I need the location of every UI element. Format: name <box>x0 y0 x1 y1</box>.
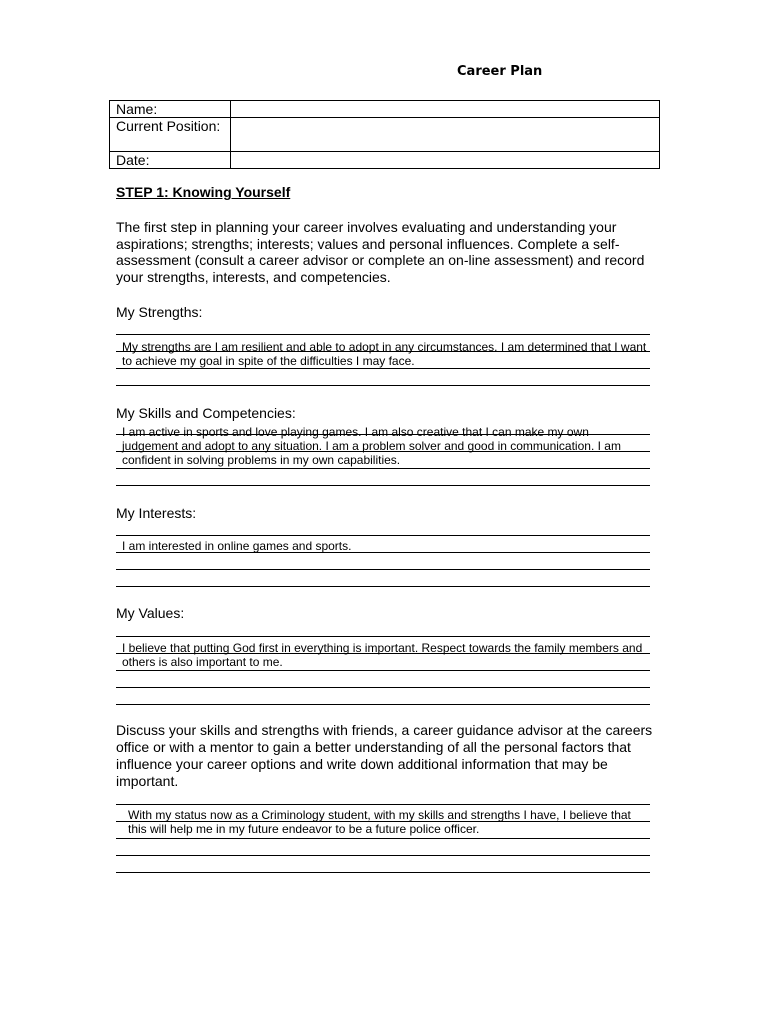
additional-info-answer[interactable]: With my status now as a Criminology student, with my skills and strengths I have, I believe that this will help me in my future endeavor to be a future police officer. <box>128 808 631 836</box>
step-1-heading: STEP 1: Knowing Yourself <box>116 184 291 200</box>
answer-line <box>116 636 650 637</box>
date-value[interactable] <box>231 152 660 169</box>
name-label: Name: <box>110 101 231 118</box>
answer-line <box>116 804 650 805</box>
name-row <box>110 101 660 118</box>
interests-answer[interactable]: I am interested in online games and sports. <box>122 539 352 553</box>
position-row <box>110 118 660 152</box>
answer-line <box>116 334 650 335</box>
strengths-answer[interactable]: My strengths are I am resilient and able to adopt in any circumstances. I am determined that I want to achieve my goal in spite of the difficulties I may face. <box>122 340 647 368</box>
skills-answer[interactable]: I am active in sports and love playing games. I am also creative that I can make my own judgement and adopt to any situation. I am a problem solver and good in communication. I am confident in solving problems in my own capabilities. <box>122 425 621 467</box>
answer-line <box>116 485 650 486</box>
document-title: Career Plan <box>457 64 543 79</box>
position-value[interactable] <box>231 118 660 152</box>
answer-line <box>116 855 650 856</box>
answer-line <box>116 368 650 369</box>
position-label: Current Position: <box>110 118 231 152</box>
name-value[interactable] <box>231 101 660 118</box>
answer-line <box>116 838 650 839</box>
answer-line <box>116 872 650 873</box>
answer-line <box>116 670 650 671</box>
answer-line <box>116 385 650 386</box>
answer-line <box>116 586 650 587</box>
values-label: My Values: <box>116 605 185 621</box>
strengths-label: My Strengths: <box>116 304 203 320</box>
answer-line <box>116 535 650 536</box>
skills-label: My Skills and Competencies: <box>116 405 296 421</box>
step-1-intro: The first step in planning your career involves evaluating and understanding your aspirations; strengths; interests; values and personal influences. Complete a self-assessment (consult a career advisor or complete an on-line assessment) and record your strengths, interests, and competencies. <box>116 219 645 286</box>
values-answer[interactable]: I believe that putting God first in everything is important. Respect towards the family members and others is also important to me. <box>122 641 643 669</box>
answer-line <box>116 687 650 688</box>
date-row <box>110 152 660 169</box>
answer-line <box>116 704 650 705</box>
answer-line <box>116 569 650 570</box>
answer-line <box>116 468 650 469</box>
personal-info-table <box>109 100 660 169</box>
discuss-instructions: Discuss your skills and strengths with friends, a career guidance advisor at the careers office or with a mentor to gain a better understanding of all the personal factors that influence your career options and write down additional information that may be important. <box>116 722 653 789</box>
date-label: Date: <box>110 152 231 169</box>
interests-label: My Interests: <box>116 505 197 521</box>
